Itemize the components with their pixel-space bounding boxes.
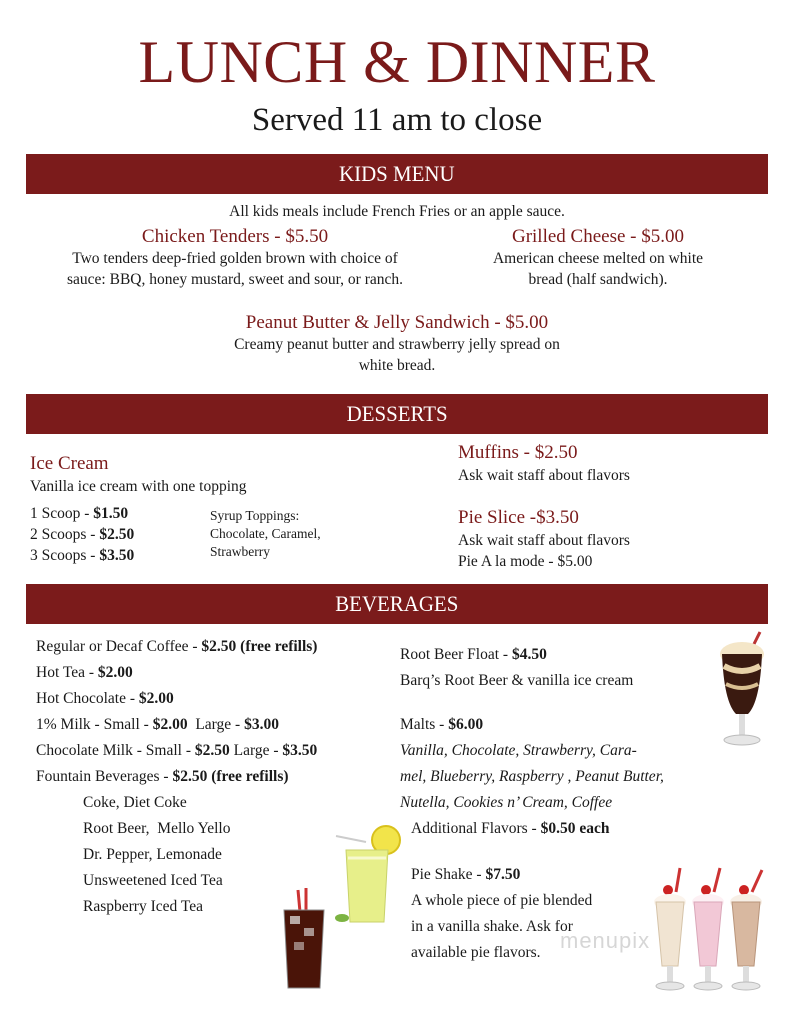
milkshake-strawberry-icon	[692, 868, 724, 990]
section-header-kids: KIDS MENU	[26, 154, 768, 194]
item-title: Chicken Tenders - $5.50	[141, 226, 329, 247]
ice-cream-title: Ice Cream	[30, 453, 109, 474]
pie-slice-title: Pie Slice -$3.50	[458, 507, 579, 528]
syrup-toppings: Syrup Toppings: Chocolate, Caramel, Strawberry	[210, 508, 321, 559]
page-subtitle: Served 11 am to close	[251, 102, 543, 138]
fountain-item: Coke, Diet Coke	[83, 794, 187, 811]
malts-flavor-line: Nutella, Cookies n’ Cream, Coffee	[400, 794, 613, 811]
item-desc-line: sauce: BBQ, honey mustard, sweet and sour, or ranch.	[67, 271, 403, 288]
section-header-beverages: BEVERAGES	[26, 584, 768, 624]
pie-slice-desc: Ask wait staff about flavors	[458, 532, 630, 549]
item-desc-line: Creamy peanut butter and strawberry jelly spread on	[234, 336, 560, 353]
fountain-item: Dr. Pepper, Lemonade	[83, 846, 222, 863]
root-beer-float-image	[716, 632, 768, 752]
malts-flavor-line: Vanilla, Chocolate, Strawberry, Cara-	[400, 742, 637, 759]
pie-shake-desc-line: available pie flavors.	[411, 944, 541, 961]
item-desc-line: American cheese melted on white	[492, 250, 704, 267]
scoop-prices	[30, 503, 134, 566]
pie-a-la-mode: Pie A la mode - $5.00	[458, 553, 593, 570]
pie-shake-desc-line: in a vanilla shake. Ask for	[411, 918, 573, 935]
menu-item-pbj	[26, 312, 768, 376]
kids-note: All kids meals include French Fries or an apple sauce.	[229, 203, 565, 220]
menu-item-grilled-cheese	[452, 226, 744, 290]
beverage-row: Chocolate Milk - Small - $2.50 Large - $3.50	[36, 742, 318, 759]
cola-image	[280, 888, 328, 994]
malts-title: Malts - $6.00	[400, 716, 484, 733]
beverage-row: Fountain Beverages - $2.50 (free refills)	[36, 768, 289, 785]
menu-item-chicken-tenders	[20, 226, 450, 290]
milkshakes-image	[650, 868, 770, 994]
milkshake-vanilla-icon	[654, 868, 686, 990]
fountain-list	[83, 790, 231, 920]
beverage-row: Hot Chocolate - $2.00	[36, 690, 174, 707]
lemonade-image	[334, 822, 406, 932]
malts-additional: Additional Flavors - $0.50 each	[411, 820, 610, 837]
root-beer-float	[400, 642, 633, 694]
watermark: menupix	[560, 928, 651, 953]
beverage-list-left	[36, 634, 317, 790]
float-title: Root Beer Float - $4.50	[400, 646, 547, 663]
section-header-desserts: DESSERTS	[26, 394, 768, 434]
beverage-row: 1% Milk - Small - $2.00 Large - $3.00	[36, 716, 279, 733]
malts-flavor-line: mel, Blueberry, Raspberry , Peanut Butter,	[400, 768, 664, 785]
scoop-row: 2 Scoops - $2.50	[30, 526, 135, 543]
fountain-item: Unsweetened Iced Tea	[83, 872, 223, 889]
fountain-item: Raspberry Iced Tea	[83, 898, 203, 915]
muffins-desc: Ask wait staff about flavors	[458, 467, 630, 484]
muffins-title: Muffins - $2.50	[458, 442, 578, 463]
item-title: Grilled Cheese - $5.00	[511, 226, 684, 247]
fountain-item: Root Beer, Mello Yello	[83, 820, 231, 837]
pie-shake-desc-line: A whole piece of pie blended	[411, 892, 593, 909]
float-desc: Barq’s Root Beer & vanilla ice cream	[400, 672, 634, 689]
item-desc-line: Two tenders deep-fried golden brown with choice of	[72, 250, 398, 267]
scoop-row: 1 Scoop - $1.50	[30, 505, 129, 522]
page-title: LUNCH & DINNER	[138, 29, 656, 95]
pie-shake-title: Pie Shake - $7.50	[411, 866, 521, 883]
beverage-row: Hot Tea - $2.00	[36, 664, 133, 681]
item-desc-line: bread (half sandwich).	[528, 271, 668, 288]
ice-cream-desc: Vanilla ice cream with one topping	[30, 478, 247, 495]
scoop-row: 3 Scoops - $3.50	[30, 547, 135, 564]
item-title: Peanut Butter & Jelly Sandwich - $5.00	[245, 312, 549, 333]
item-desc-line: white bread.	[358, 357, 436, 374]
beverage-row: Regular or Decaf Coffee - $2.50 (free refills)	[36, 638, 318, 655]
malts	[400, 712, 664, 842]
milkshake-chocolate-icon	[730, 870, 762, 990]
